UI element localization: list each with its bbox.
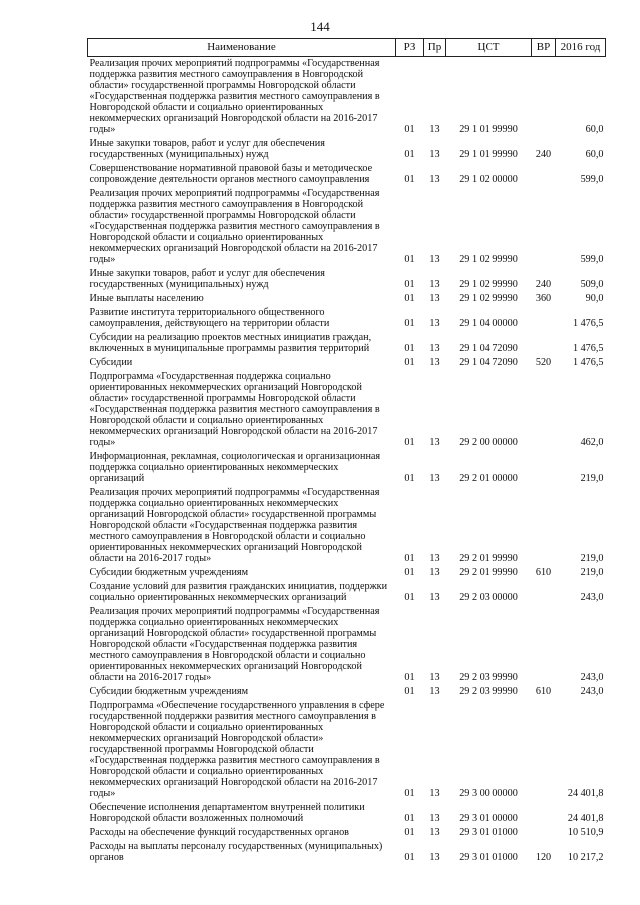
row-cst: 29 1 04 72090 — [459, 343, 518, 354]
row-name: Обеспечение исполнения департаментом внутренней политики Новгородской области возложенных полномочий — [89, 802, 365, 824]
row-cst: 29 2 03 99990 — [459, 672, 518, 683]
row-rz: 01 — [404, 473, 415, 484]
row-pr: 13 — [429, 553, 440, 564]
table-row — [88, 306, 606, 331]
row-rz: 01 — [404, 553, 415, 564]
table-row — [88, 486, 606, 566]
row-rz: 01 — [404, 279, 415, 290]
row-cst: 29 1 04 72090 — [459, 357, 518, 368]
row-vr — [532, 826, 556, 840]
table-row — [88, 450, 606, 486]
row-amount: 599,0 — [580, 174, 604, 185]
row-rz: 01 — [404, 686, 415, 697]
row-rz: 01 — [404, 827, 415, 838]
row-pr: 13 — [429, 592, 440, 603]
row-name: Подпрограмма «Государственная поддержка социально ориентированных некоммерческих организаций Новгородской области» государственной программы Новгородской области «Государственная поддержка развития местного самоуправления в Новгородской области и социально ориентированных некоммерческих организаций Новгородской области на 2016-2017 годы» — [89, 371, 380, 448]
table-row — [88, 840, 606, 865]
row-cst: 29 1 02 00000 — [459, 174, 518, 185]
row-vr — [532, 162, 556, 187]
row-cst: 29 2 01 99990 — [459, 567, 518, 578]
row-pr: 13 — [429, 473, 440, 484]
row-amount: 60,0 — [585, 149, 604, 160]
row-amount: 60,0 — [585, 124, 604, 135]
row-vr: 240 — [535, 149, 552, 160]
table-row — [88, 605, 606, 685]
table-row — [88, 137, 606, 162]
row-rz: 01 — [404, 788, 415, 799]
row-cst: 29 1 04 00000 — [459, 318, 518, 329]
row-vr — [532, 370, 556, 450]
row-name: Иные выплаты населению — [89, 293, 204, 304]
row-vr — [532, 605, 556, 685]
row-amount: 24 401,8 — [567, 813, 604, 824]
row-rz: 01 — [404, 174, 415, 185]
table-header-row — [88, 39, 606, 57]
row-amount: 243,0 — [580, 672, 604, 683]
row-pr: 13 — [429, 318, 440, 329]
row-name: Информационная, рекламная, социологическая и организационная поддержка социально ориентированных некоммерческих организаций — [89, 451, 381, 484]
row-rz: 01 — [404, 124, 415, 135]
row-name: Подпрограмма «Обеспечение государственного управления в сфере государственной поддержки развития местного самоуправления в Новгородской области и социально ориентированных некоммерческих организаций Новгородской области» государственной программы Новгородской области «Государственная поддержка развития местного самоуправления в Новгородской области и социально ориентированных некоммерческих организаций Новгородской области на 2016-2017 годы» — [89, 700, 385, 799]
row-cst: 29 2 01 99990 — [459, 553, 518, 564]
row-vr: 360 — [535, 293, 552, 304]
row-rz: 01 — [404, 437, 415, 448]
row-name: Субсидии — [89, 357, 133, 368]
table-row — [88, 370, 606, 450]
row-vr — [532, 801, 556, 826]
page-number: 144 — [310, 19, 330, 34]
row-pr: 13 — [429, 672, 440, 683]
row-cst: 29 1 01 99990 — [459, 149, 518, 160]
header-rz: РЗ — [396, 39, 424, 57]
row-amount: 1 476,5 — [572, 357, 604, 368]
row-cst: 29 1 02 99990 — [459, 293, 518, 304]
header-year: 2016 год — [556, 39, 606, 57]
row-pr: 13 — [429, 437, 440, 448]
row-amount: 10 510,9 — [567, 827, 604, 838]
row-vr — [532, 331, 556, 356]
row-vr — [532, 580, 556, 605]
row-pr: 13 — [429, 357, 440, 368]
row-amount: 1 476,5 — [572, 343, 604, 354]
row-amount: 10 217,2 — [567, 852, 604, 863]
row-rz: 01 — [404, 592, 415, 603]
row-pr: 13 — [429, 827, 440, 838]
row-vr — [532, 57, 556, 138]
row-name: Реализация прочих мероприятий подпрограммы «Государственная поддержка социально ориентированных некоммерческих организаций Новгородской области» государственной программы Новгородской области «Государственная поддержка развития местного самоуправления в Новгородской области и социально ориентированных некоммерческих организаций Новгородской области на 2016-2017 годы» — [89, 487, 380, 564]
row-cst: 29 3 01 00000 — [459, 813, 518, 824]
row-pr: 13 — [429, 686, 440, 697]
row-vr: 120 — [535, 852, 552, 863]
row-name: Расходы на обеспечение функций государственных органов — [89, 827, 349, 838]
table-row — [88, 331, 606, 356]
row-pr: 13 — [429, 149, 440, 160]
row-pr: 13 — [429, 852, 440, 863]
table-row — [88, 356, 606, 370]
row-rz: 01 — [404, 149, 415, 160]
header-name: Наименование — [88, 39, 396, 57]
row-rz: 01 — [404, 672, 415, 683]
row-rz: 01 — [404, 357, 415, 368]
row-amount: 219,0 — [580, 473, 604, 484]
row-cst: 29 2 00 00000 — [459, 437, 518, 448]
table-row — [88, 162, 606, 187]
row-name: Субсидии бюджетным учреждениям — [89, 567, 249, 578]
row-cst: 29 1 02 99990 — [459, 279, 518, 290]
row-pr: 13 — [429, 174, 440, 185]
table-row — [88, 267, 606, 292]
row-pr: 13 — [429, 788, 440, 799]
row-name: Реализация прочих мероприятий подпрограммы «Государственная поддержка развития местного самоуправления в Новгородской области» государственной программы Новгородской области «Государственная поддержка развития местного самоуправления в Новгородской области и социально ориентированных некоммерческих организаций Новгородской области на 2016-2017 годы» — [89, 188, 380, 265]
row-amount: 24 401,8 — [567, 788, 604, 799]
row-rz: 01 — [404, 813, 415, 824]
row-amount: 509,0 — [580, 279, 604, 290]
table-row — [88, 699, 606, 801]
row-vr — [532, 306, 556, 331]
row-cst: 29 2 03 00000 — [459, 592, 518, 603]
row-name: Субсидии бюджетным учреждениям — [89, 686, 249, 697]
header-cst: ЦСТ — [446, 39, 532, 57]
row-pr: 13 — [429, 254, 440, 265]
header-vr: ВР — [532, 39, 556, 57]
row-pr: 13 — [429, 813, 440, 824]
row-pr: 13 — [429, 124, 440, 135]
row-amount: 462,0 — [580, 437, 604, 448]
row-name: Реализация прочих мероприятий подпрограммы «Государственная поддержка социально ориентированных некоммерческих организаций Новгородской области» государственной программы Новгородской области «Государственная поддержка развития местного самоуправления в Новгородской области и социально ориентированных некоммерческих организаций Новгородской области на 2016-2017 годы» — [89, 606, 380, 683]
table-row — [88, 566, 606, 580]
row-cst: 29 2 03 99990 — [459, 686, 518, 697]
table-row — [88, 580, 606, 605]
table-row — [88, 57, 606, 138]
row-pr: 13 — [429, 279, 440, 290]
row-name: Иные закупки товаров, работ и услуг для обеспечения государственных (муниципальных) нужд — [89, 268, 325, 290]
row-vr: 520 — [535, 357, 552, 368]
row-vr — [532, 486, 556, 566]
row-amount: 243,0 — [580, 592, 604, 603]
row-cst: 29 3 01 01000 — [459, 827, 518, 838]
row-vr: 610 — [535, 686, 552, 697]
row-name: Создание условий для развития гражданских инициатив, поддержки социально ориентированных некоммерческих организаций — [89, 581, 388, 603]
row-amount: 1 476,5 — [572, 318, 604, 329]
row-name: Субсидии на реализацию проектов местных инициатив граждан, включенных в муниципальные программы развития территорий — [89, 332, 372, 354]
row-cst: 29 3 00 00000 — [459, 788, 518, 799]
row-name: Расходы на выплаты персоналу государственных (муниципальных) органов — [89, 841, 383, 863]
row-rz: 01 — [404, 343, 415, 354]
row-rz: 01 — [404, 293, 415, 304]
row-pr: 13 — [429, 293, 440, 304]
row-rz: 01 — [404, 254, 415, 265]
row-name: Развитие института территориального общественного самоуправления, действующего на территории области — [89, 307, 330, 329]
header-pr: Пр — [424, 39, 446, 57]
row-cst: 29 1 01 99990 — [459, 124, 518, 135]
row-vr: 240 — [535, 279, 552, 290]
row-amount: 90,0 — [585, 293, 604, 304]
row-amount: 219,0 — [580, 553, 604, 564]
row-name: Реализация прочих мероприятий подпрограммы «Государственная поддержка развития местного самоуправления в Новгородской области» государственной программы Новгородской области «Государственная поддержка развития местного самоуправления в Новгородской области и социально ориентированных некоммерческих организаций Новгородской области на 2016-2017 годы» — [89, 58, 380, 135]
row-vr — [532, 699, 556, 801]
row-vr: 610 — [535, 567, 552, 578]
row-pr: 13 — [429, 567, 440, 578]
row-name: Иные закупки товаров, работ и услуг для обеспечения государственных (муниципальных) нужд — [89, 138, 325, 160]
table-row — [88, 685, 606, 699]
row-name: Совершенствование нормативной правовой базы и методическое сопровождение деятельности органов местного самоуправления — [89, 163, 373, 185]
row-rz: 01 — [404, 852, 415, 863]
row-amount: 243,0 — [580, 686, 604, 697]
row-rz: 01 — [404, 567, 415, 578]
row-cst: 29 3 01 01000 — [459, 852, 518, 863]
row-pr: 13 — [429, 343, 440, 354]
table-row — [88, 801, 606, 826]
row-rz: 01 — [404, 318, 415, 329]
row-vr — [532, 450, 556, 486]
row-cst: 29 2 01 00000 — [459, 473, 518, 484]
row-cst: 29 1 02 99990 — [459, 254, 518, 265]
table-row — [88, 826, 606, 840]
budget-table — [87, 38, 606, 865]
row-amount: 219,0 — [580, 567, 604, 578]
row-vr — [532, 187, 556, 267]
table-row — [88, 292, 606, 306]
row-amount: 599,0 — [580, 254, 604, 265]
table-row — [88, 187, 606, 267]
